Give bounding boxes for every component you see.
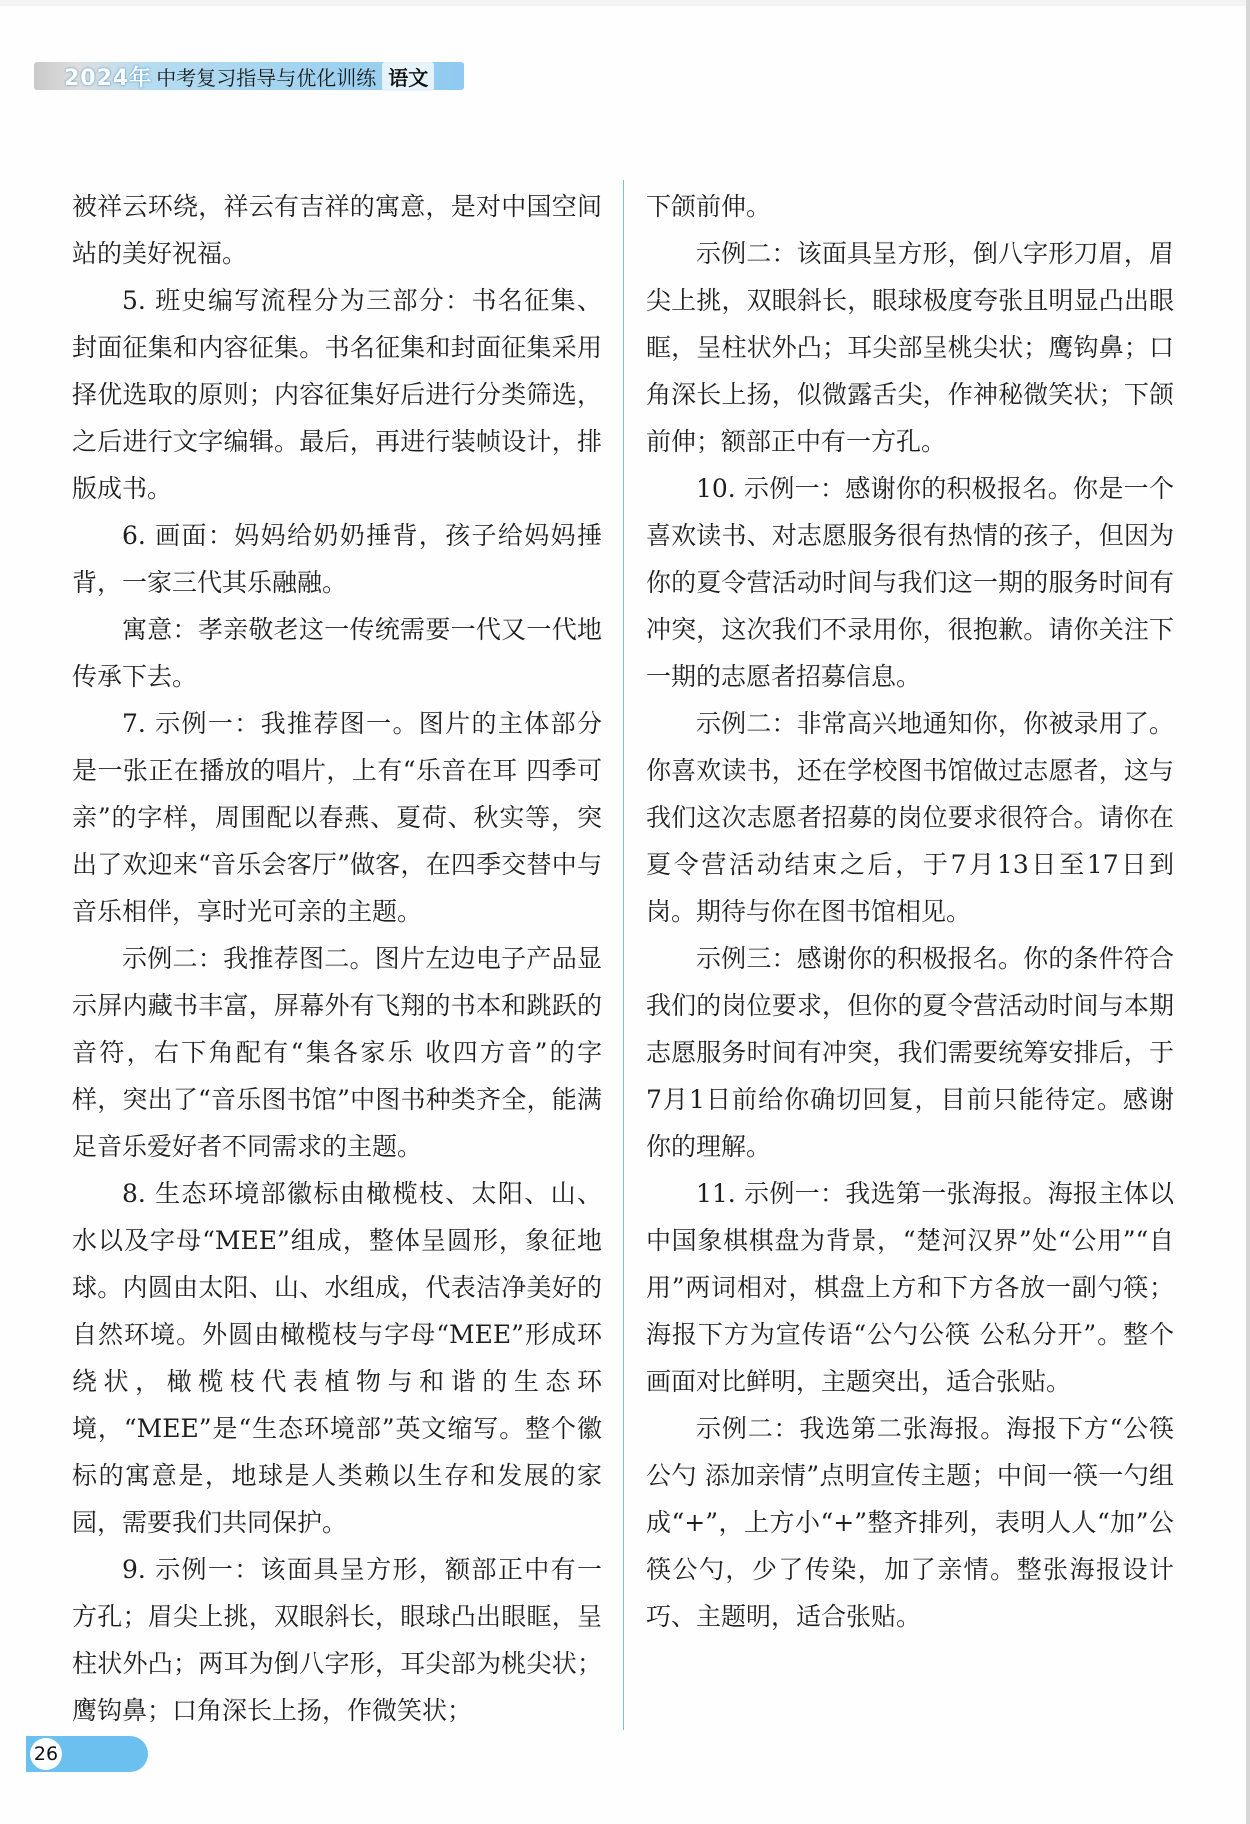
paragraph: 6. 画面：妈妈给奶奶捶背，孩子给妈妈捶背，一家三代其乐融融。 [72, 521, 602, 597]
paragraph: 被祥云环绕，祥云有吉祥的寓意，是对中国空间站的美好祝福。 [72, 192, 602, 268]
paragraph: 下颌前伸。 [646, 192, 772, 221]
page-top-edge [0, 0, 1250, 6]
paragraph: 示例二：非常高兴地通知你，你被录用了。你喜欢读书，还在学校图书馆做过志愿者，这与我们这次志愿者招募的岗位要求很符合。请你在夏令营活动结束之后，于7月13日至17日到岗。期待与你在图书馆相见。 [646, 709, 1174, 926]
paragraph: 5. 班史编写流程分为三部分：书名征集、封面征集和内容征集。书名征集和封面征集采用择优选取的原则；内容征集好后进行分类筛选，之后进行文字编辑。最后，再进行装帧设计，排版成书。 [72, 286, 602, 503]
paragraph: 示例二：该面具呈方形，倒八字形刀眉，眉尖上挑，双眼斜长，眼球极度夸张且明显凸出眼眶，呈柱状外凸；耳尖部呈桃尖状；鹰钩鼻；口角深长上扬，似微露舌尖，作神秘微笑状；下颌前伸；额部正中有一方孔。 [646, 239, 1174, 456]
paragraph: 10. 示例一：感谢你的积极报名。你是一个喜欢读书、对志愿服务很有热情的孩子，但因为你的夏令营活动时间与我们这一期的服务时间有冲突，这次我们不录用你，很抱歉。请你关注下一期的志愿者招募信息。 [646, 474, 1174, 691]
page-number: 26 [30, 1738, 62, 1770]
paragraph: 寓意：孝亲敬老这一传统需要一代又一代地传承下去。 [72, 615, 602, 691]
header-book-title: 中考复习指导与优化训练 [156, 65, 377, 90]
running-header [34, 62, 464, 90]
paragraph: 示例二：我推荐图二。图片左边电子产品显示屏内藏书丰富，屏幕外有飞翔的书本和跳跃的音符，右下角配有“集各家乐 收四方音”的字样，突出了“音乐图书馆”中图书种类齐全，能满足音乐爱好者不同需求的主题。 [72, 944, 602, 1161]
right-column [646, 183, 1174, 1640]
left-column [72, 183, 602, 1734]
column-divider [623, 180, 624, 1730]
paragraph: 9. 示例一：该面具呈方形，额部正中有一方孔；眉尖上挑，双眼斜长，眼球凸出眼眶，呈柱状外凸；两耳为倒八字形，耳尖部为桃尖状；鹰钩鼻；口角深长上扬，作微笑状； [72, 1555, 602, 1725]
paragraph: 示例二：我选第二张海报。海报下方“公筷公勺 添加亲情”点明宣传主题；中间一筷一勺组成“+”，上方小“+”整齐排列，表明人人“加”公筷公勺，少了传染，加了亲情。整张海报设计巧、主题明，适合张贴。 [646, 1414, 1174, 1631]
paragraph: 示例三：感谢你的积极报名。你的条件符合我们的岗位要求，但你的夏令营活动时间与本期志愿服务时间有冲突，我们需要统筹安排后，于7月1日前给你确切回复，目前只能待定。感谢你的理解。 [646, 944, 1174, 1161]
header-year: 2024年 [64, 65, 153, 91]
page-right-edge [1246, 0, 1250, 1824]
header-subject: 语文 [382, 62, 434, 91]
paragraph: 7. 示例一：我推荐图一。图片的主体部分是一张正在播放的唱片，上有“乐音在耳 四季可亲”的字样，周围配以春燕、夏荷、秋实等，突出了欢迎来“音乐会客厅”做客，在四季交替中与音乐相伴，享时光可亲的主题。 [72, 709, 602, 926]
paragraph: 8. 生态环境部徽标由橄榄枝、太阳、山、水以及字母“MEE”组成，整体呈圆形，象征地球。内圆由太阳、山、水组成，代表洁净美好的自然环境。外圆由橄榄枝与字母“MEE”形成环绕状，橄榄枝代表植物与和谐的生态环境，“MEE”是“生态环境部”英文缩写。整个徽标的寓意是，地球是人类赖以生存和发展的家园，需要我们共同保护。 [72, 1179, 602, 1537]
paragraph: 11. 示例一：我选第一张海报。海报主体以中国象棋棋盘为背景，“楚河汉界”处“公用”“自用”两词相对，棋盘上方和下方各放一副勺筷；海报下方为宣传语“公勺公筷 公私分开”。整个画面对比鲜明，主题突出，适合张贴。 [646, 1179, 1174, 1396]
